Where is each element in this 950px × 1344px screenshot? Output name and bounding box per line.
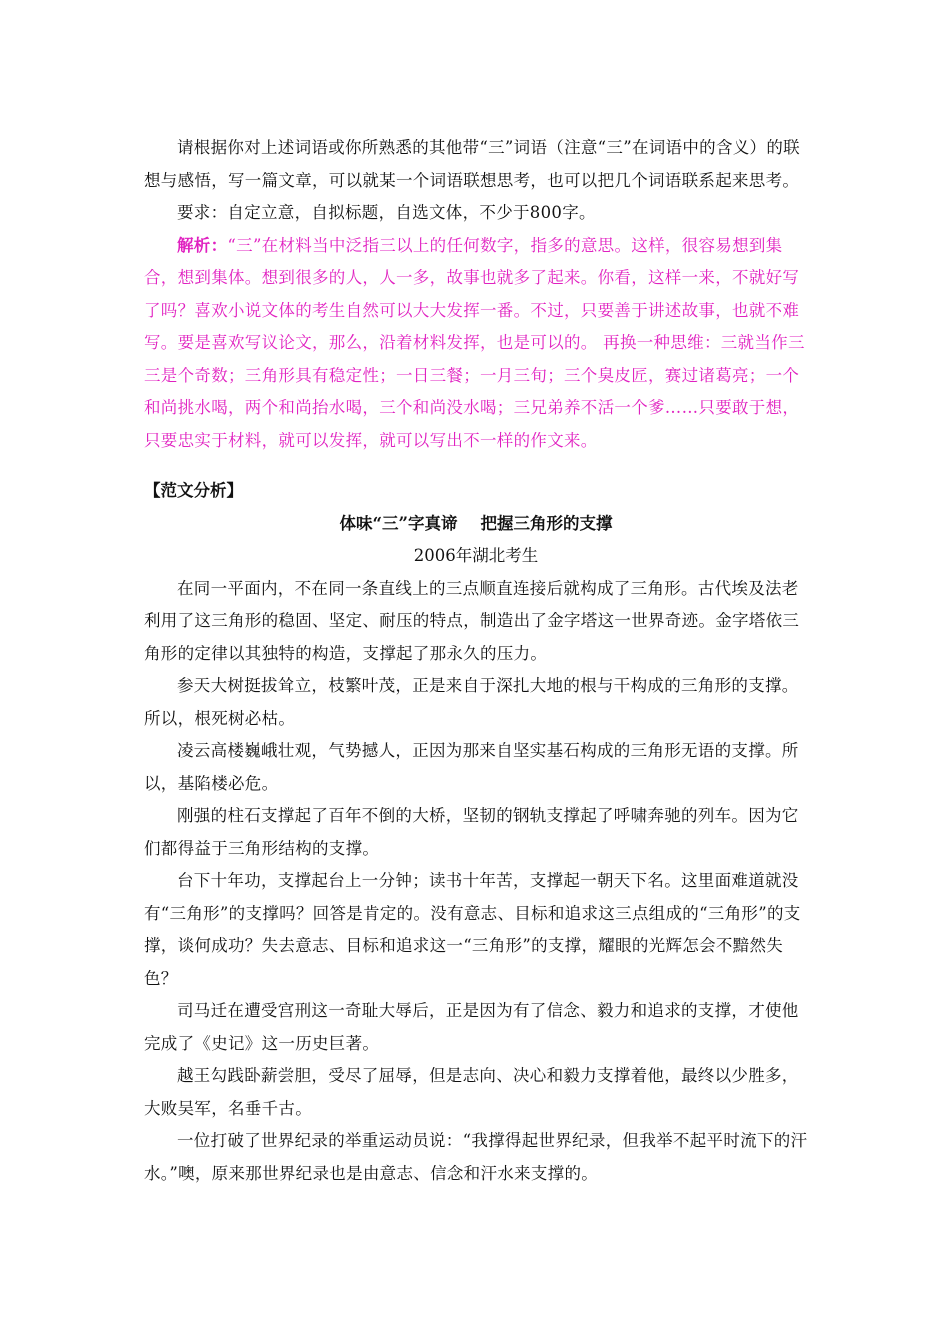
prompt-requirement: 要求：自定立意，自拟标题，自选文体，不少于800字。: [177, 203, 596, 222]
analysis-paragraph: [144, 230, 808, 458]
essay-paragraph: 凌云高楼巍峨壮观，气势撼人，正因为那来自坚实基石构成的三角形无语的支撑。所以，基陷楼必危。: [144, 741, 799, 793]
essay-paragraph: 刚强的柱石支撑起了百年不倒的大桥，坚韧的钢轨支撑起了呼啸奔驰的列车。因为它们都得益于三角形结构的支撑。: [144, 806, 799, 858]
essay-paragraph: 参天大树挺拔耸立，枝繁叶茂，正是来自于深扎大地的根与干构成的三角形的支撑。所以，根死树必枯。: [144, 676, 799, 728]
analysis-text: “三”在材料当中泛指三以上的任何数字，指多的意思。这样，很容易想到集合，想到集体。想到很多的人，人一多，故事也就多了起来。你看，这样一来，不就好写了吗？喜欢小说文体的考生自然可以大大发挥一番。不过，只要善于讲述故事，也就不难写。要是喜欢写议论文，那么，沿着材料发挥，也是可以的。 再换一种思维：三就当作三三是个奇数；三角形具有稳定性；一日三餐；一月三旬；三个臭皮匠，赛过诸葛亮；一个和尚挑水喝，两个和尚抬水喝，三个和尚没水喝；三兄弟养不活一个爹……只要敢于想，只要忠实于材料，就可以发挥，就可以写出不一样的作文来。: [144, 235, 805, 450]
essay-author: 2006年湖北考生: [413, 546, 539, 565]
essay-paragraph: 司马迁在遭受宫刑这一奇耻大辱后，正是因为有了信念、毅力和追求的支撑，才使他完成了《史记》这一历史巨著。: [144, 1001, 799, 1053]
analysis-label: 解析：: [177, 235, 228, 255]
essay-paragraph: 在同一平面内，不在同一条直线上的三点顺直连接后就构成了三角形。古代埃及法老利用了这三角形的稳固、坚定、耐压的特点，制造出了金字塔这一世界奇迹。金字塔依三角形的定律以其独特的构造，支撑起了那永久的压力。: [144, 578, 800, 663]
sample-heading: 【范文分析】: [144, 481, 243, 500]
essay-paragraph: 越王勾践卧薪尝胆，受尽了屈辱，但是志向、决心和毅力支撑着他，最终以少胜多，大败吴军，名垂千古。: [144, 1066, 799, 1118]
essay-title: 体味“三”字真谛 把握三角形的支撑: [339, 513, 613, 533]
prompt-paragraph: 请根据你对上述词语或你所熟悉的其他带“三”词语（注意“三”在词语中的含义）的联想与感悟，写一篇文章，可以就某一个词语联想思考，也可以把几个词语联系起来思考。: [144, 138, 800, 190]
essay-paragraph: 一位打破了世界纪录的举重运动员说：“我撑得起世界纪录，但我举不起平时流下的汗水。”噢，原来那世界纪录也是由意志、信念和汗水来支撑的。: [144, 1131, 808, 1183]
essay-paragraph: 台下十年功，支撑起台上一分钟；读书十年苦，支撑起一朝天下名。这里面难道就没有“三角形”的支撑吗？回答是肯定的。没有意志、目标和追求这三点组成的“三角形”的支撑，谈何成功？失去意志、目标和追求这一“三角形”的支撑，耀眼的光辉怎会不黯然失色？: [144, 871, 801, 988]
document-page: [144, 132, 808, 1190]
